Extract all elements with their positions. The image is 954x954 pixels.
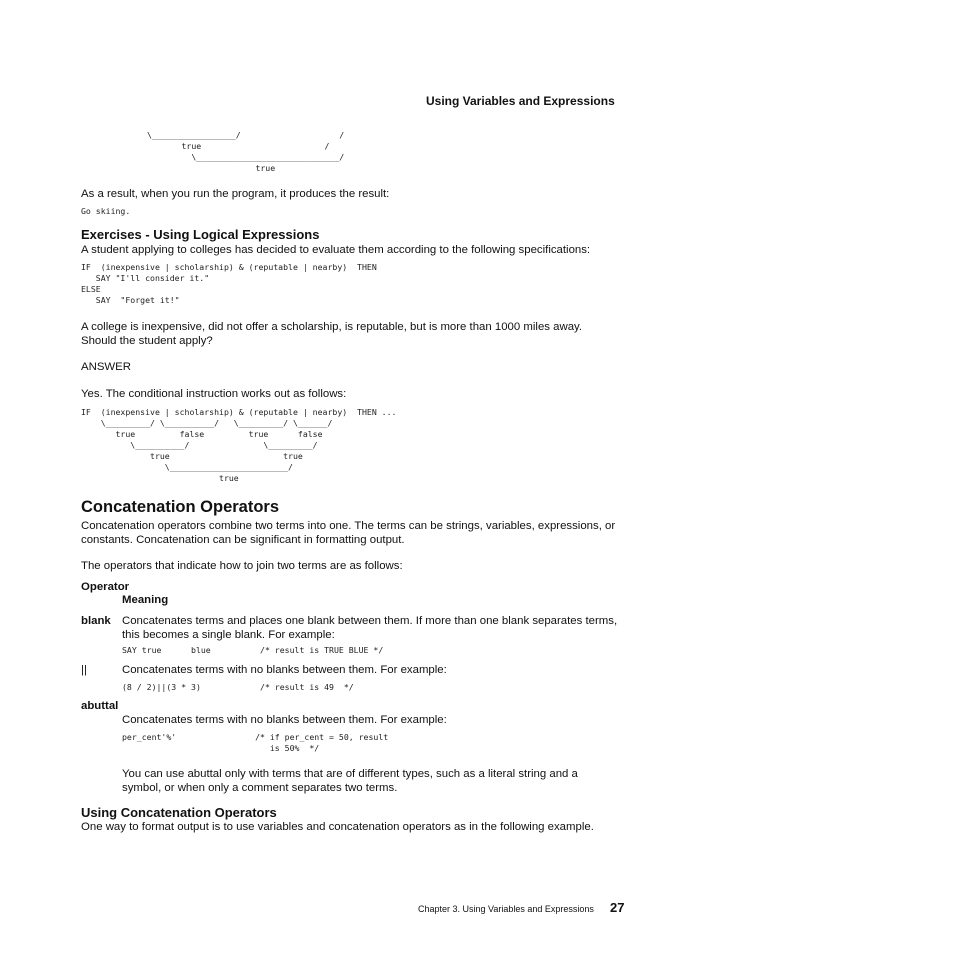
top-diagram: \_________________/ / true / \_____________________________/ true xyxy=(147,130,345,173)
result-intro: As a result, when you run the program, it produces the result: xyxy=(81,188,390,200)
operator-code: per_cent'%' /* if per_cent = 50, result is 50% */ xyxy=(122,732,389,753)
exercises-heading: Exercises - Using Logical Expressions xyxy=(81,227,320,242)
operator-code: SAY true blue /* result is TRUE BLUE */ xyxy=(122,645,384,655)
answer-diagram: IF (inexpensive | scholarship) & (reputable | nearby) THEN ... \_________/ \__________/ \_________/ \______/ true false true false \__________/ \_________/ true true \________________________/ true xyxy=(81,407,397,483)
exercises-code: IF (inexpensive | scholarship) & (reputable | nearby) THEN SAY "I'll consider it." ELSE SAY "Forget it!" xyxy=(81,262,377,305)
concat-heading: Concatenation Operators xyxy=(81,498,280,516)
using-concat-heading: Using Concatenation Operators xyxy=(81,805,277,820)
concat-intro: Concatenation operators combine two terms into one. The terms can be strings, variables, expressions, or constants. Concatenation can be significant in formatting output. xyxy=(81,520,616,546)
operator-code: (8 / 2)||(3 * 3) /* result is 49 */ xyxy=(122,682,354,692)
footer-chapter: Chapter 3. Using Variables and Expressions xyxy=(418,904,594,914)
operators-intro: The operators that indicate how to join two terms are as follows: xyxy=(81,560,403,572)
operator-desc: Concatenates terms and places one blank between them. If more than one blank separates terms, this becomes a single blank. For example: xyxy=(122,615,618,641)
page-number: 27 xyxy=(610,900,625,915)
using-concat-text: One way to format output is to use variables and concatenation operators as in the following example. xyxy=(81,821,594,833)
operator-term: abuttal xyxy=(81,700,119,712)
col-operator: Operator xyxy=(81,581,130,593)
answer-text: Yes. The conditional instruction works out as follows: xyxy=(81,388,347,400)
operator-term: blank xyxy=(81,615,111,627)
exercises-intro: A student applying to colleges has decided to evaluate them according to the following specifications: xyxy=(81,244,591,256)
operator-desc: Concatenates terms with no blanks between them. For example: xyxy=(122,714,447,726)
col-meaning: Meaning xyxy=(122,594,169,606)
operator-desc: Concatenates terms with no blanks between them. For example: xyxy=(122,664,447,676)
abuttal-note: You can use abuttal only with terms that are of different types, such as a literal string and a symbol, or when only a comment separates two terms. xyxy=(122,768,578,794)
answer-label: ANSWER xyxy=(81,361,131,373)
result-code: Go skiing. xyxy=(81,206,131,216)
operator-term: || xyxy=(81,664,87,676)
running-header: Using Variables and Expressions xyxy=(426,94,615,108)
exercises-question: A college is inexpensive, did not offer a scholarship, is reputable, but is more than 1000 miles away. Should the student apply? xyxy=(81,321,583,347)
